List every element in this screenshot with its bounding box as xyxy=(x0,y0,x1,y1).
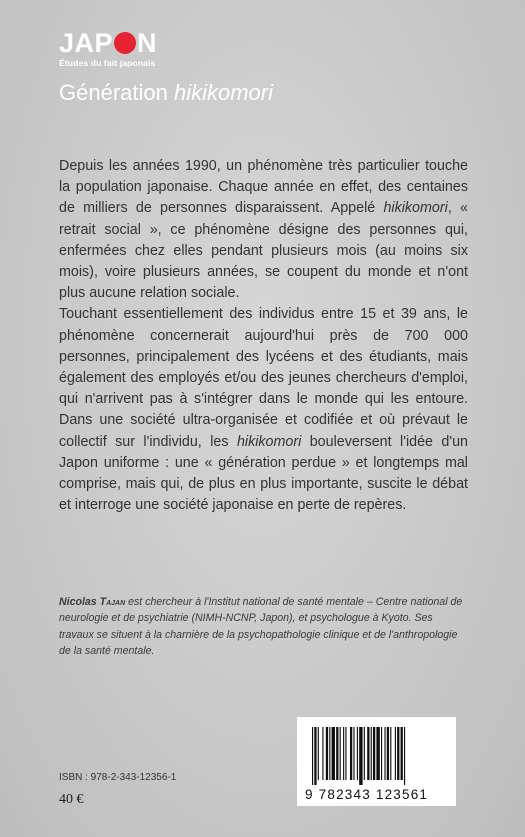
author-last-name: Tajan xyxy=(99,596,126,608)
series-logo xyxy=(59,28,157,58)
blurb-p1-text-b: , « retrait social », ce phénomène désigne des personnes qui, enfermées chez elles pendant plusieurs mois (au moins six mois), voire plusieurs années, se coupent du monde et n'ont plus aucune relation sociale. xyxy=(59,200,468,302)
series-brand xyxy=(59,28,157,68)
logo-text-left: JAP xyxy=(59,28,114,58)
blurb-p1-term: hikikomori xyxy=(383,200,448,217)
barcode-digits: 9 782343 123561 xyxy=(305,787,429,802)
blurb-p2-text-a: Touchant essentiellement des individus entre 15 et 39 ans, le phénomène concernerait aujourd'hui près de 700 000 personnes, principalement des lycéens et des étudiants, mais également des employés et/ou des jeunes chercheurs d'emploi, qui n'arrivent pas à s'intégrer dans le monde qui les entoure. Dans une société ultra-organisée et codifiée et où prévaut le collectif sur l'individu, les xyxy=(59,306,468,450)
author-bio xyxy=(59,594,468,660)
series-subtitle: Études du fait japonais xyxy=(59,58,156,68)
back-cover-blurb xyxy=(59,156,468,516)
book-title-prefix: Génération xyxy=(59,80,174,105)
barcode-bars xyxy=(312,727,441,785)
blurb-paragraph-1 xyxy=(59,156,468,304)
author-first-name: Nicolas xyxy=(59,596,100,608)
price: 40 € xyxy=(59,792,84,807)
isbn: ISBN : 978-2-343-12356-1 xyxy=(59,772,177,783)
blurb-p2-text-b: bouleversent l'idée d'un Japon uniforme : une « génération perdue » et longtemps mal comprise, mais qui, de plus en plus importante, suscite le débat et interroge une société japonaise en perte de repères. xyxy=(59,433,468,514)
blurb-p1-text-a: Depuis les années 1990, un phénomène très particulier touche la population japonaise. Chaque année en effet, des centaines de milliers de personnes disparaissent. Appelé xyxy=(59,158,468,217)
blurb-p2-term: hikikomori xyxy=(236,433,302,450)
rising-sun-icon xyxy=(114,32,136,54)
book-title xyxy=(59,80,273,106)
book-title-italic: hikikomori xyxy=(173,80,273,105)
barcode xyxy=(297,717,456,806)
blurb-paragraph-2 xyxy=(59,304,468,516)
logo-text-right: N xyxy=(137,28,158,58)
author-bio-text: est chercheur à l'Institut national de santé mentale – Centre national de neurologie et de psychiatrie (NIMH-NCNP, Japon), et psychologue à Kyoto. Ses travaux se situent à la charnière de la psychopathologie clinique et de l'anthropologie de la santé mentale. xyxy=(59,596,463,658)
